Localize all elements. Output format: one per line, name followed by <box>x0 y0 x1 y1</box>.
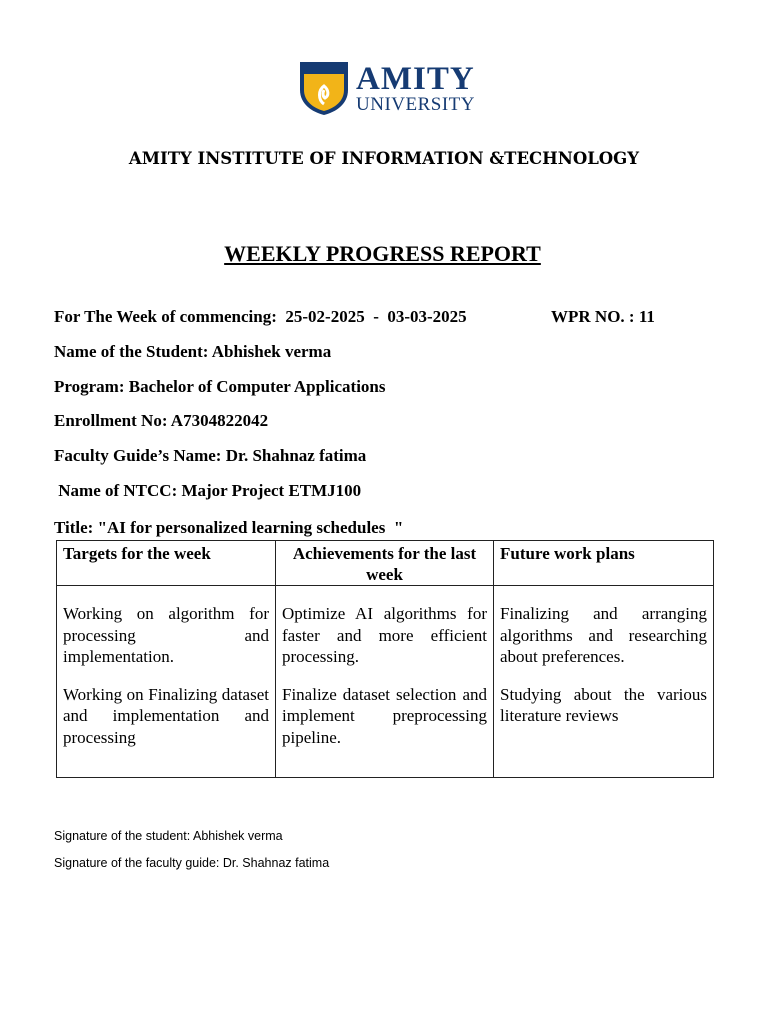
enrollment-no: Enrollment No: A7304822042 <box>54 411 269 430</box>
table-header-row <box>57 541 714 586</box>
week-line: For The Week of commencing: 25-02-2025 - 03-03-2025 <box>54 307 467 326</box>
amity-shield-icon <box>298 60 350 116</box>
report-title: WEEKLY PROGRESS REPORT <box>224 241 541 266</box>
institute-name: AMITY INSTITUTE OF INFORMATION &TECHNOLOGY <box>128 149 640 168</box>
header-future-plans: Future work plans <box>494 541 714 586</box>
list-item: Finalizing and arranging algorithms and researching about preferences. <box>500 604 707 666</box>
project-title: Title: "AI for personalized learning schedules " <box>54 518 404 537</box>
header-achievements: Achievements for the last week <box>276 541 494 586</box>
logo-text-amity: AMITY <box>356 60 475 97</box>
logo-text-university: UNIVERSITY <box>356 93 475 115</box>
guide-signature: Signature of the faculty guide: Dr. Shahnaz fatima <box>54 856 330 870</box>
list-item: Optimize AI algorithms for faster and more efficient processing. <box>282 604 487 666</box>
student-signature: Signature of the student: Abhishek verma <box>54 829 283 843</box>
list-item: Working on algorithm for processing and implementation. <box>63 604 269 666</box>
list-item: Studying about the various literature reviews <box>500 684 707 725</box>
program: Program: Bachelor of Computer Applications <box>54 377 386 396</box>
list-item: Finalize dataset selection and implement preprocessing pipeline. <box>282 684 487 747</box>
faculty-guide: Faculty Guide’s Name: Dr. Shahnaz fatima <box>54 446 367 465</box>
wpr-number: WPR NO. : 11 <box>551 307 655 326</box>
header-targets: Targets for the week <box>57 541 276 586</box>
targets-cell <box>57 586 276 778</box>
amity-logo <box>298 60 475 116</box>
achievements-cell <box>276 586 494 778</box>
table-row <box>57 586 714 778</box>
ntcc-name: Name of NTCC: Major Project ETMJ100 <box>54 481 362 500</box>
progress-table <box>56 540 714 778</box>
list-item: Working on Finalizing dataset and implementation and processing <box>63 684 269 747</box>
student-name: Name of the Student: Abhishek verma <box>54 342 332 361</box>
future-plans-cell <box>494 586 714 778</box>
